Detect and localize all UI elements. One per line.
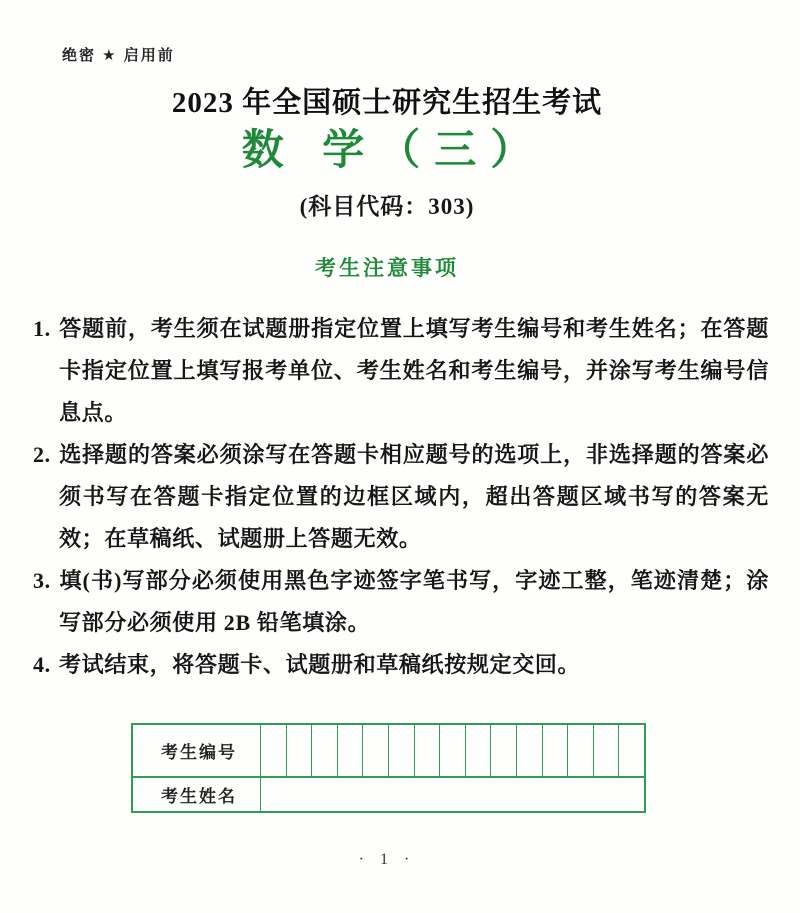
- notice-text: 填(书)写部分必须使用黑色字迹签字笔书写，字迹工整，笔迹清楚；涂写部分必须使用 2B 铅笔填涂。: [59, 568, 769, 635]
- notice-list: [33, 308, 769, 686]
- number-digit-cell: [311, 725, 337, 776]
- number-digit-cell: [414, 725, 440, 776]
- notice-number: 4.: [33, 652, 51, 677]
- number-digit-cell: [286, 725, 312, 776]
- notice-number: 3.: [33, 568, 51, 593]
- notice-item-2: [33, 434, 769, 560]
- candidate-number-row: [133, 725, 644, 778]
- candidate-name-row: [133, 778, 644, 811]
- number-digit-cell: [618, 725, 644, 776]
- candidate-name-field: [261, 778, 644, 811]
- number-digit-cell: [465, 725, 491, 776]
- number-digit-cell: [388, 725, 414, 776]
- notice-number: 1.: [33, 316, 51, 341]
- notice-text: 选择题的答案必须涂写在答题卡相应题号的选项上，非选择题的答案必须书写在答题卡指定位置的边框区域内，超出答题区域书写的答案无效；在草稿纸、试题册上答题无效。: [59, 442, 769, 551]
- number-digit-cell: [337, 725, 363, 776]
- classification-label: 绝密 ★ 启用前: [62, 47, 175, 64]
- candidate-number-label: 考生编号: [133, 725, 261, 776]
- number-digit-cell: [490, 725, 516, 776]
- number-digit-cell: [261, 725, 286, 776]
- subject-code: (科目代码：303): [299, 194, 475, 219]
- number-digit-cell: [567, 725, 593, 776]
- number-digit-cell: [362, 725, 388, 776]
- subject-title: 数 学（三）: [241, 128, 547, 174]
- exam-title: 2023 年全国硕士研究生招生考试: [171, 87, 603, 119]
- notice-heading: 考生注意事项: [315, 257, 459, 280]
- notice-number: 2.: [33, 442, 51, 467]
- notice-text: 考试结束，将答题卡、试题册和草稿纸按规定交回。: [59, 652, 581, 677]
- candidate-number-cells: [261, 725, 644, 776]
- number-digit-cell: [542, 725, 568, 776]
- number-digit-cell: [439, 725, 465, 776]
- page-number: · 1 ·: [358, 851, 416, 868]
- notice-item-1: [33, 308, 769, 434]
- number-digit-cell: [516, 725, 542, 776]
- candidate-name-label: 考生姓名: [133, 778, 261, 811]
- notice-text: 答题前，考生须在试题册指定位置上填写考生编号和考生姓名；在答题卡指定位置上填写报考单位、考生姓名和考生编号，并涂写考生编号信息点。: [59, 316, 769, 425]
- candidate-info-table: [131, 723, 646, 813]
- number-digit-cell: [593, 725, 619, 776]
- notice-item-3: [33, 560, 769, 644]
- notice-item-4: [33, 644, 769, 686]
